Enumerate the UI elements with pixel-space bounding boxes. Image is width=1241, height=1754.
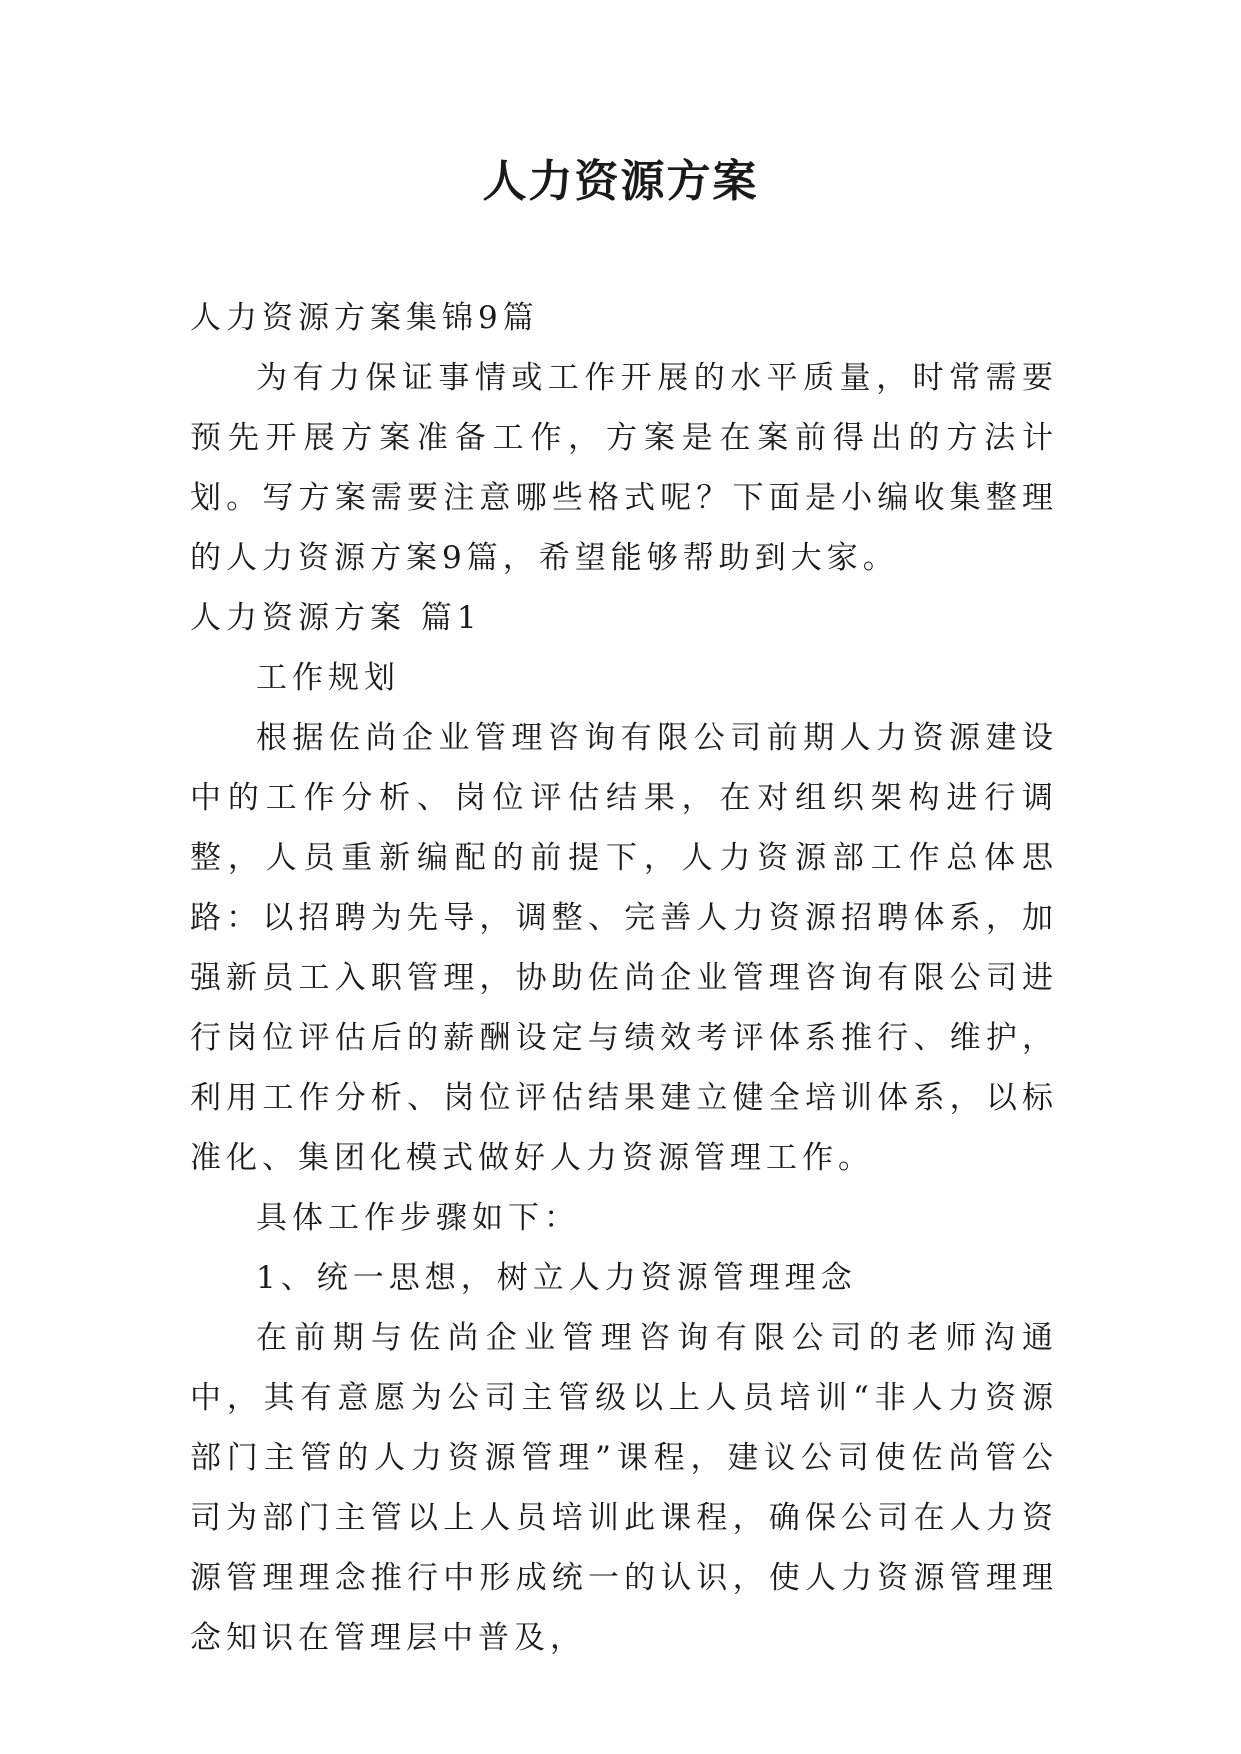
work-plan-paragraph: 根据佐尚企业管理咨询有限公司前期人力资源建设中的工作分析、岗位评估结果，在对组织架构进行调整，人员重新编配的前提下，人力资源部工作总体思路：以招聘为先导，调整、完善人力资源招聘体系，加强新员工入职管理，协助佐尚企业管理咨询有限公司进行岗位评估后的薪酬设定与绩效考评体系推行、维护，利用工作分析、岗位评估结果建立健全培训体系，以标准化、集团化模式做好人力资源管理工作。	[190, 720, 1058, 1176]
steps-intro: 具体工作步骤如下：	[256, 1200, 580, 1236]
step1-paragraph: 在前期与佐尚企业管理咨询有限公司的老师沟通中，其有意愿为公司主管级以上人员培训“非人力资源部门主管的人力资源管理”课程，建议公司使佐尚管公司为部门主管以上人员培训此课程，确保公司在人力资源管理理念推行中形成统一的认识，使人力资源管理理念知识在管理层中普及，	[190, 1320, 1058, 1656]
step1-heading: 1、统一思想，树立人力资源管理理念	[256, 1260, 857, 1296]
intro-paragraph: 为有力保证事情或工作开展的水平质量，时常需要预先开展方案准备工作，方案是在案前得出的方法计划。写方案需要注意哪些格式呢？下面是小编收集整理的人力资源方案9篇，希望能够帮助到大家。	[190, 360, 1058, 576]
document-subtitle: 人力资源方案集锦9篇	[190, 300, 539, 336]
document-body	[190, 288, 1058, 1668]
document-title: 人力资源方案	[482, 156, 759, 207]
section-heading: 人力资源方案 篇1	[190, 600, 482, 636]
work-plan-heading: 工作规划	[256, 660, 400, 696]
